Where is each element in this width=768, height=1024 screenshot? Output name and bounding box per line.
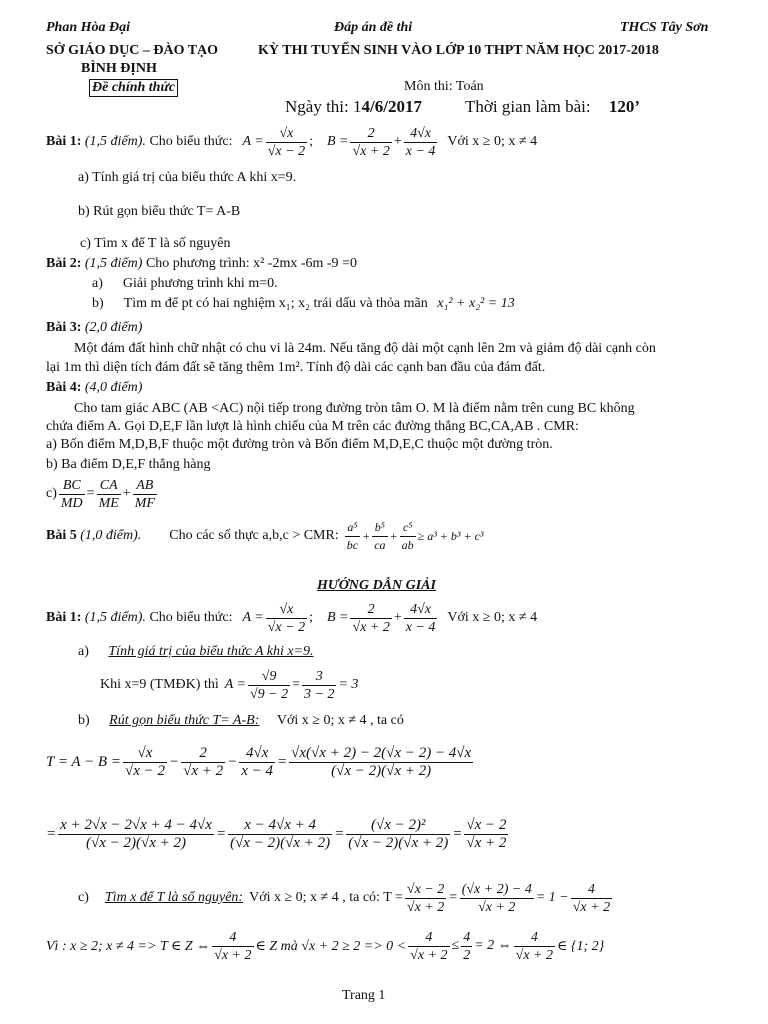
header-doc-type: Đáp án đề thi [334, 20, 413, 35]
header-school: THCS Tây Sơn [620, 20, 709, 35]
bai4-statement: Bài 4: (4,0 điểm) [46, 380, 143, 395]
bai1-part-b: b) Rút gọn biểu thức T= A-B [78, 204, 241, 219]
solution-part-c: c) Tìm x để T là số nguyên: Với x ≥ 0; x ≠ 4 , ta có: T = $\frac{√x - 2}{√x + 2}$ = $\frac{(√x + 2) - 4}{√x + 2}$ = 1 − $\frac{4}{√x + 2}$ [78, 881, 611, 915]
bai2-statement: Bài 2: (1,5 điểm) Cho phương trình: x² -2mx -6m -9 =0 [46, 256, 357, 271]
solution-part-a-calc: Khi x=9 (TMĐK) thì A = $\frac{√9}{√9 - 2}$ = $\frac{3}{3 - 2}$ = 3 [100, 668, 359, 702]
fraction-b2: $\frac{4√x}{x - 4}$ [405, 125, 436, 159]
exam-time: Thời gian làm bài: 120’ [465, 97, 641, 116]
bai3-line1: Một đám đất hình chữ nhật có chu vi là 24m. Nếu tăng độ dài một cạnh lên 2m và giảm độ dài cạnh còn [74, 341, 656, 356]
solution-part-b-step2: = $\frac{x + 2√x - 2√x + 4 - 4√x}{(√x - 2)(√x + 2)}$ = $\frac{x - 4√x + 4}{(√x - 2)(√x + 2)}$ = $\frac{\text{(√x − 2)²}}{(√x - 2)(√x + 2)}$ = $\frac{√x - 2}{√x + 2}$ [46, 816, 507, 851]
solution-part-b-step1: T = A − B = $\frac{√x}{√x - 2}$ − $\frac{2}{√x + 2}$ − $\frac{4√x}{x - 4}$ = $\frac{√x(√x + 2) - 2(√x - 2) - 4√x}{(√x - 2)(√x + 2)}$ [46, 744, 472, 779]
bai4-line2: chứa điểm A. Gọi D,E,F lần lượt là hình chiếu của M trên các đường thẳng BC,CA,AB . CMR: [46, 419, 579, 434]
solution-heading: HƯỚNG DẪN GIẢI [317, 578, 436, 593]
fraction-a: $\frac{√x}{√x - 2}$ [267, 125, 306, 159]
official-label: Đề chính thức [89, 79, 178, 97]
exam-date: Ngày thi: 14/6/2017 [285, 97, 422, 116]
fraction-b1: $\frac{2}{√x + 2}$ [352, 125, 390, 159]
bai2-part-a: a) Giải phương trình khi m=0. [92, 276, 278, 291]
bai3-line2: lại 1m thì diện tích đám đất sẽ tăng thêm 1m². Tính độ dài các cạnh ban đầu của đám đất. [46, 360, 546, 375]
header-author: Phan Hòa Đại [46, 20, 131, 35]
solution-part-a-heading: a) Tính giá trị của biểu thức A khi x=9. [78, 644, 314, 659]
solution-bai1-statement: Bài 1: (1,5 điểm). Cho biểu thức: A = $\frac{√x}{√x - 2}$ ; B = $\frac{2}{√x + 2}$ + $\frac{4√x}{x - 4}$ Với x ≥ 0; x ≠ 4 [46, 601, 538, 635]
bai2-part-b: b) Tìm m để pt có hai nghiệm x₁; x₂ trái dấu và thỏa mãn x₁² + x₂² = 13 [92, 296, 515, 311]
bai4-part-a: a) Bốn điểm M,D,B,F thuộc một đường tròn và Bốn điểm M,D,E,C thuộc một đường tròn. [46, 437, 553, 452]
bai4-part-b: b) Ba điểm D,E,F thẳng hàng [46, 457, 211, 472]
solution-last-line: Vì : x ≥ 2; x ≠ 4 => T ∈ Z ⇔ $\frac{4}{√x + 2}$ ∈ Z mà √x + 2 ≥ 2 => 0 < $\frac{4}{√x + 2}$ ≤ $\frac{4}{2}$ = 2 ⇔ $\frac{4}{√x + 2}$ ∈ {1; 2} [46, 929, 605, 963]
subject: Môn thi: Toán [404, 79, 484, 94]
bai1-part-a: a) Tính giá trị của biểu thức A khi x=9. [78, 170, 297, 185]
dept-line1: SỞ GIÁO DỤC – ĐÀO TẠO [46, 43, 219, 58]
bai5-statement: Bài 5 (1,0 điểm). Cho các số thực a,b,c > CMR: $\frac{\text{a⁵}}{bc}$ + $\frac{\text{b⁵}}{ca}$ + $\frac{\text{c⁵}}{ab}$ ≥ a³ + b³ + c³ [46, 519, 484, 552]
bai4-part-c: c) $\frac{BC}{MD}$ = $\frac{CA}{ME}$ + $\frac{AB}{MF}$ [46, 477, 155, 511]
exam-title: KỲ THI TUYỂN SINH VÀO LỚP 10 THPT NĂM HỌC 2017-2018 [258, 43, 659, 58]
page-number: Trang 1 [342, 988, 386, 1003]
bai4-line1: Cho tam giác ABC (AB <AC) nội tiếp trong đường tròn tâm O. M là điểm nằm trên cung BC không [74, 401, 635, 416]
bai3-statement: Bài 3: (2,0 điểm) [46, 320, 143, 335]
bai1-part-c: c) Tìm x để T là số nguyên [80, 236, 231, 251]
dept-line2: BÌNH ĐỊNH [81, 61, 157, 76]
bai1-statement: Bài 1: (1,5 điểm). Cho biểu thức: A = $\frac{√x}{√x - 2}$ ; B = $\frac{2}{√x + 2}$ + $\frac{4√x}{x - 4}$ Với x ≥ 0; x ≠ 4 [46, 125, 538, 159]
solution-part-b-heading: b) Rút gọn biểu thức T= A-B: Với x ≥ 0; x ≠ 4 , ta có [78, 713, 404, 728]
